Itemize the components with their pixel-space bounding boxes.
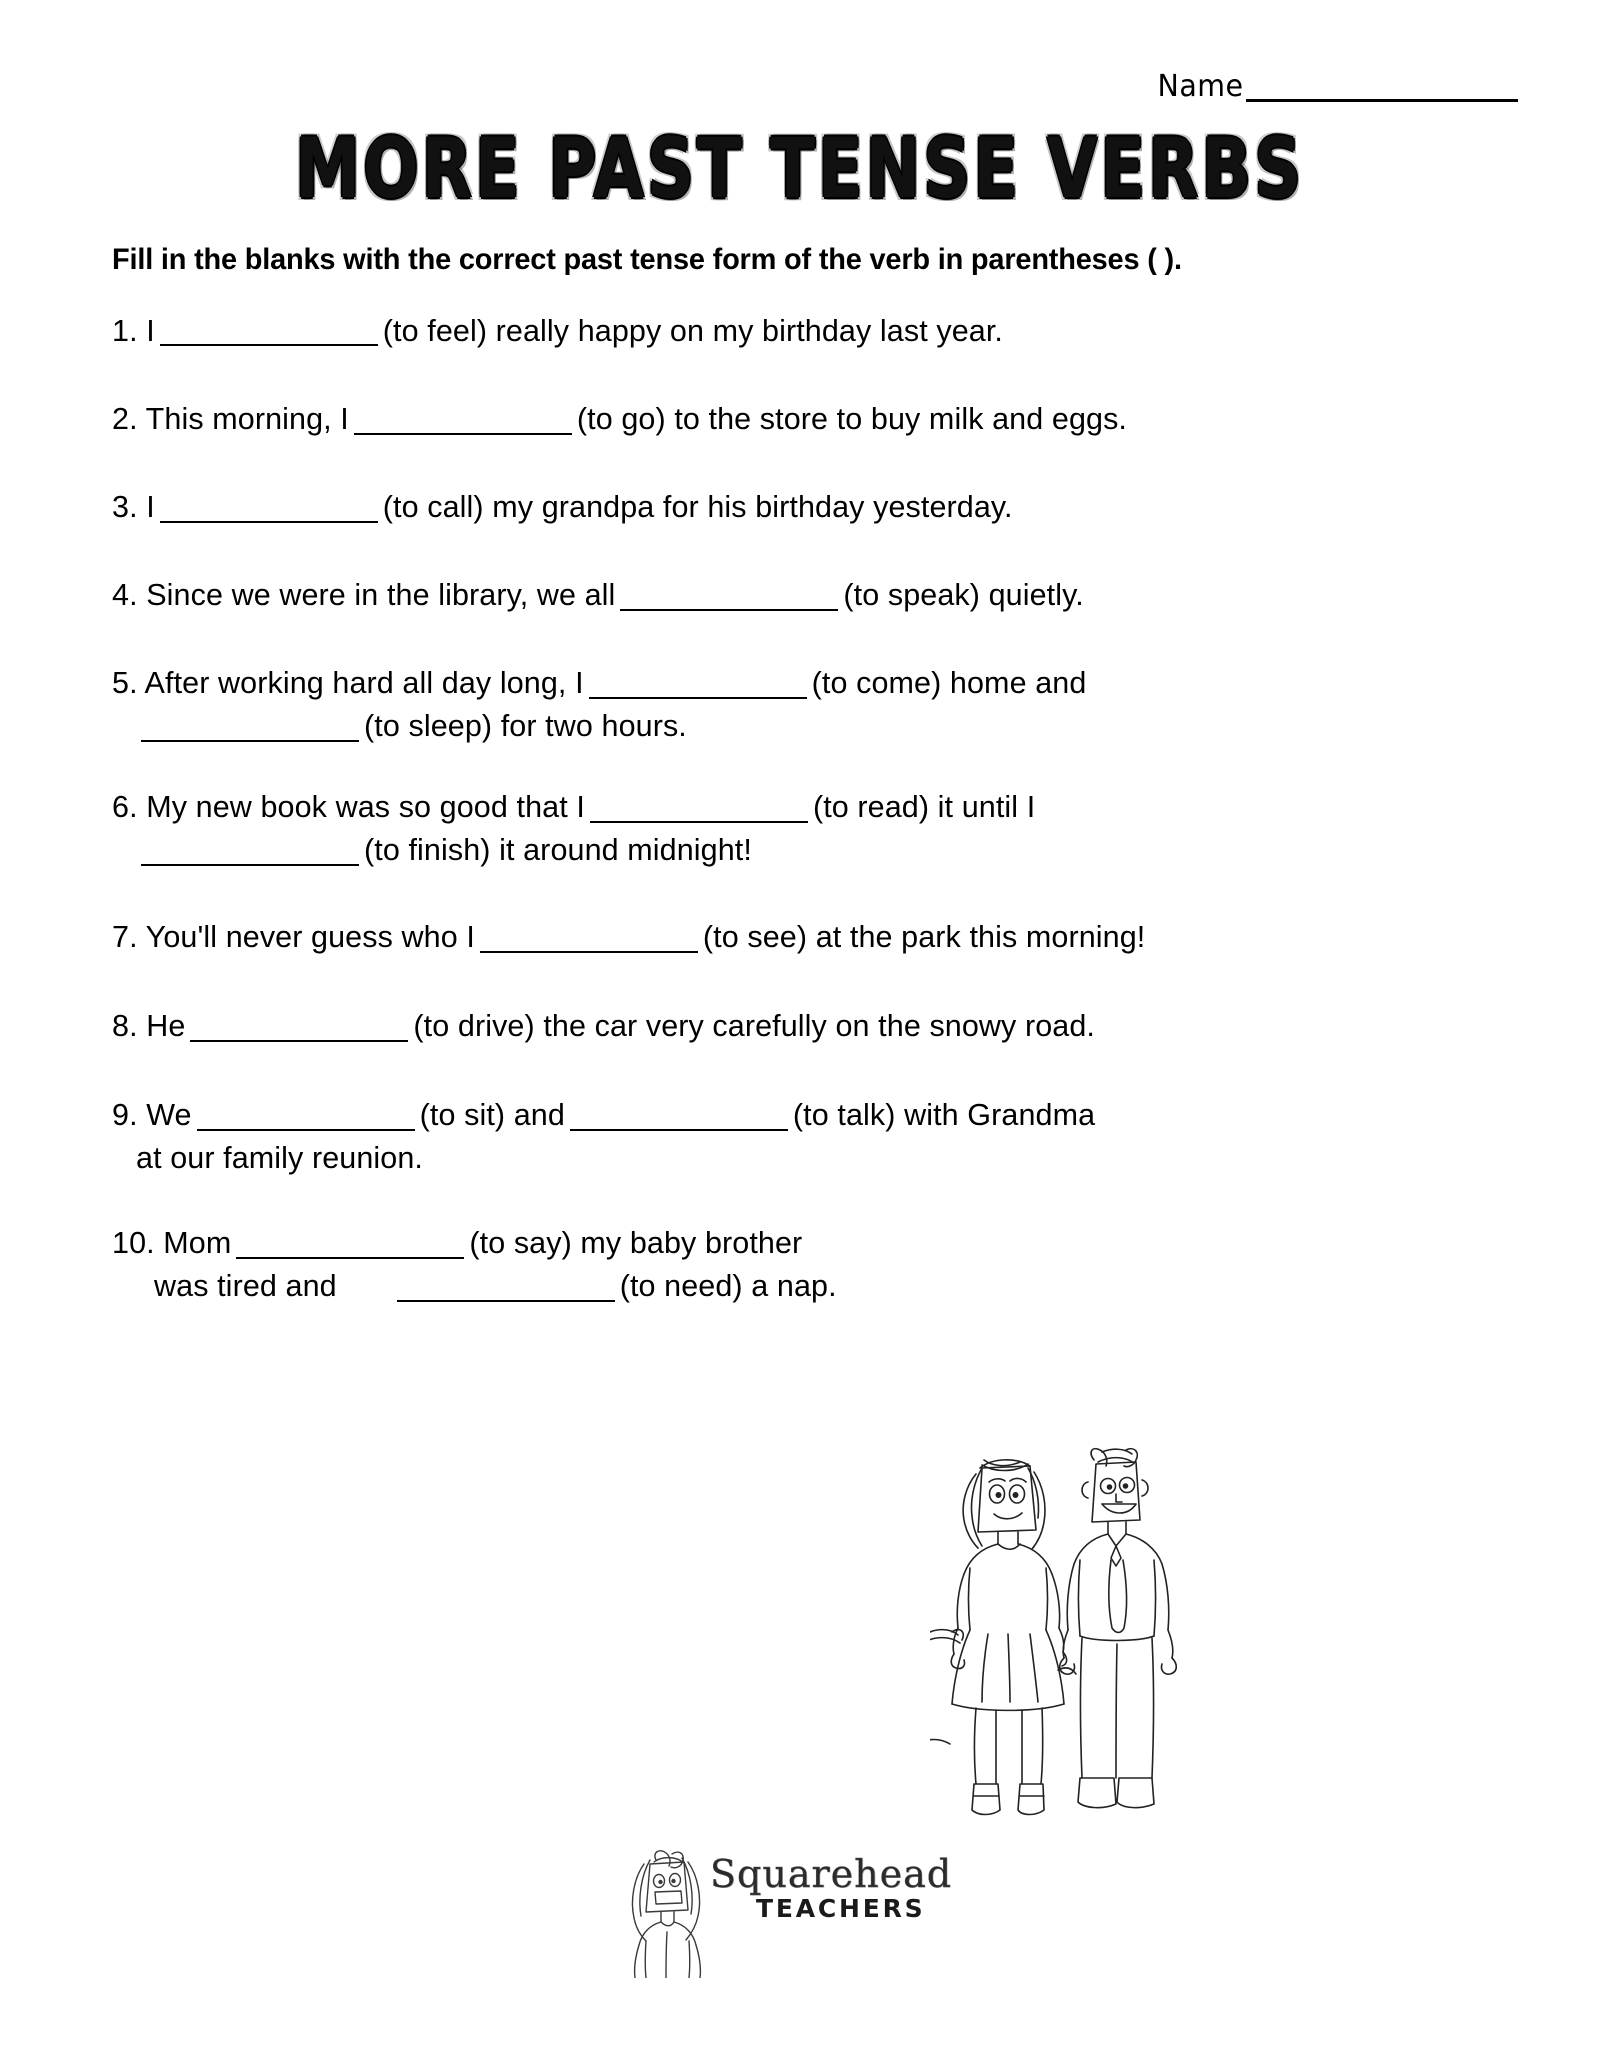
question-text-6-post: (to read) it until I — [812, 790, 1036, 825]
question-number-3: 3. — [112, 490, 138, 525]
question-text-4-pre: Since we were in the library, we all — [146, 578, 616, 613]
title-container — [0, 121, 1600, 218]
question-text-10-post: (to say) my baby brother — [469, 1226, 803, 1261]
question-line2-10 — [112, 1267, 1532, 1306]
squarehead-teachers-logo — [628, 1848, 968, 1988]
answer-blank-6b[interactable] — [141, 834, 359, 866]
question-item-4 — [112, 576, 1532, 615]
question-text-3-pre: I — [146, 490, 155, 525]
logo-squarehead-figure-icon — [628, 1848, 706, 1978]
question-item-2 — [112, 400, 1532, 439]
answer-blank-1a[interactable] — [160, 314, 378, 346]
question-item-6 — [112, 788, 1532, 870]
instruction-text: Fill in the blanks with the correct past tense form of the verb in parentheses ( ). — [112, 243, 1182, 276]
question-number-2: 2. — [112, 402, 138, 437]
question-number-5: 5. — [112, 666, 138, 701]
question-item-5 — [112, 664, 1532, 746]
answer-blank-2a[interactable] — [354, 403, 572, 435]
question-item-9 — [112, 1096, 1532, 1178]
question-text-5-pre: After working hard all day long, I — [144, 666, 584, 701]
answer-blank-5b[interactable] — [141, 710, 359, 742]
question-text-1-post: (to feel) really happy on my birthday last year. — [382, 314, 1003, 348]
answer-blank-10a[interactable] — [236, 1227, 464, 1259]
question-line2-5 — [112, 707, 1532, 746]
question-text-5-line2-post: (to sleep) for two hours. — [364, 709, 687, 744]
question-text-9-pre: We — [146, 1098, 192, 1133]
logo-text-block — [710, 1848, 952, 1923]
answer-blank-7a[interactable] — [480, 921, 698, 953]
question-text-10-line2-pre: was tired and — [154, 1269, 337, 1304]
figure-mother — [951, 1460, 1066, 1815]
family-drawing-svg — [930, 1438, 1260, 1868]
question-text-8-post: (to drive) the car very carefully on the snowy road. — [413, 1009, 1095, 1044]
answer-blank-8a[interactable] — [190, 1010, 408, 1042]
answer-blank-9b[interactable] — [570, 1099, 788, 1131]
question-text-2-post: (to go) to the store to buy milk and eggs. — [576, 402, 1127, 437]
question-item-10 — [112, 1224, 1532, 1306]
answer-blank-5a[interactable] — [589, 667, 807, 699]
page-title: MORE PAST TENSE VERBS — [295, 121, 1305, 218]
question-line2-6 — [112, 831, 1532, 870]
question-text-10-pre: Mom — [163, 1226, 232, 1261]
question-text-3-post: (to call) my grandpa for his birthday yesterday. — [382, 490, 1013, 525]
question-number-8: 8. — [112, 1009, 138, 1044]
question-line2-9: at our family reunion. — [136, 1141, 424, 1176]
name-field-row — [1153, 69, 1518, 104]
question-number-7: 7. — [112, 920, 138, 955]
question-text-1-pre: I — [146, 314, 155, 348]
question-text-9-mid: (to sit) and — [419, 1098, 565, 1133]
question-text-5-post: (to come) home and — [811, 666, 1087, 701]
question-text-6-pre: My new book was so good that I — [146, 790, 585, 825]
question-list — [112, 312, 1532, 1347]
question-text-2-pre: This morning, I — [145, 402, 349, 437]
answer-blank-3a[interactable] — [160, 491, 378, 523]
name-input-blank[interactable] — [1246, 74, 1518, 102]
answer-blank-10b[interactable] — [397, 1270, 615, 1302]
question-item-3 — [112, 488, 1532, 527]
name-label: Name — [1158, 69, 1244, 104]
logo-brand-name: Squarehead — [710, 1852, 953, 1896]
holding-hands-links — [930, 1668, 1076, 1762]
question-number-6: 6. — [112, 790, 138, 825]
question-text-9-post: (to talk) with Grandma — [792, 1098, 1096, 1133]
question-item-1 — [112, 312, 1532, 351]
question-number-9: 9. — [112, 1098, 138, 1133]
question-text-4-post: (to speak) quietly. — [843, 578, 1084, 613]
question-text-7-pre: You'll never guess who I — [145, 920, 475, 955]
answer-blank-4a[interactable] — [620, 579, 838, 611]
question-text-7-post: (to see) at the park this morning! — [702, 920, 1146, 955]
question-text-8-pre: He — [146, 1009, 186, 1044]
logo-brand-subtitle: TEACHERS — [756, 1894, 926, 1924]
figure-father — [1060, 1449, 1177, 1808]
family-illustration — [930, 1438, 1260, 1868]
figure-big-brother — [930, 1630, 963, 1643]
question-number-10: 10. — [112, 1226, 155, 1261]
question-text-6-line2-post: (to finish) it around midnight! — [364, 833, 752, 868]
answer-blank-6a[interactable] — [590, 791, 808, 823]
question-number-1: 1. — [112, 314, 138, 348]
question-number-4: 4. — [112, 578, 138, 613]
question-item-7 — [112, 918, 1532, 957]
question-item-8 — [112, 1007, 1532, 1046]
question-text-10-line2-post: (to need) a nap. — [619, 1269, 837, 1304]
answer-blank-9a[interactable] — [197, 1099, 415, 1131]
logo-figure-svg — [628, 1848, 706, 1978]
